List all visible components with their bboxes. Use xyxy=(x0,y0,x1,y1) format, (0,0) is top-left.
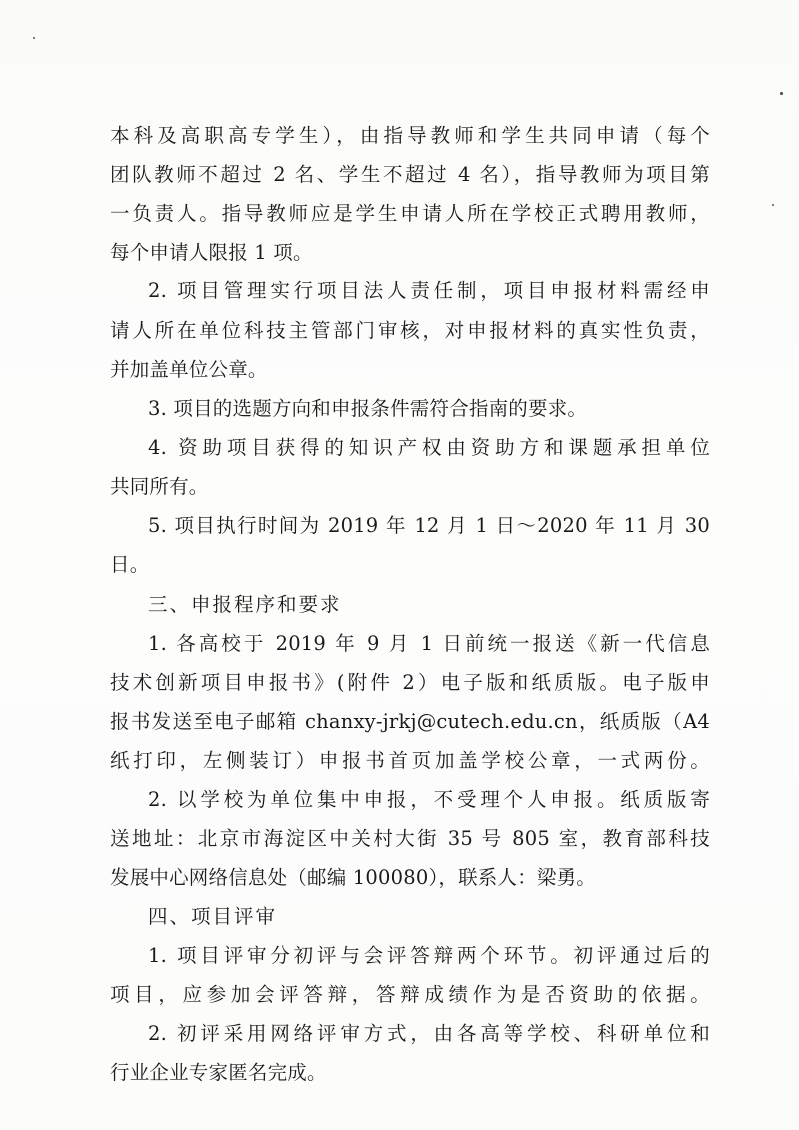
text-line: 共同所有。 xyxy=(110,475,209,498)
text-line: 技术创新项目申报书》(附件 2）电子版和纸质版。电子版申 xyxy=(110,671,710,694)
text-line: 5. 项目执行时间为 2019 年 12 月 1 日～2020 年 11 月 30 xyxy=(148,514,710,537)
text-line: 送地址：北京市海淀区中关村大街 35 号 805 室，教育部科技 xyxy=(110,827,710,850)
text-line: 1. 项目评审分初评与会评答辩两个环节。初评通过后的 xyxy=(148,944,710,967)
scan-speck xyxy=(780,92,783,95)
text-line: 本科及高职高专学生），由指导教师和学生共同申请（每个 xyxy=(110,124,710,147)
text-line: 发展中心网络信息处（邮编 100080），联系人：梁勇。 xyxy=(110,866,596,889)
text-line: 项目，应参加会评答辩，答辩成绩作为是否资助的依据。 xyxy=(110,983,710,1006)
text-line: 一负责人。指导教师应是学生申请人所在学校正式聘用教师， xyxy=(110,202,710,225)
text-line: 每个申请人限报 1 项。 xyxy=(110,241,313,264)
section-heading: 三、申报程序和要求 xyxy=(148,593,342,616)
text-line: 4. 资助项目获得的知识产权由资助方和课题承担单位 xyxy=(148,436,710,459)
text-line: 2. 项目管理实行项目法人责任制，项目申报材料需经申 xyxy=(148,279,710,302)
text-line: 并加盖单位公章。 xyxy=(110,358,268,381)
scan-speck xyxy=(772,204,774,206)
text-line: 1. 各高校于 2019 年 9 月 1 日前统一报送《新一代信息 xyxy=(148,632,710,655)
scan-speck xyxy=(33,37,35,39)
text-line: 2. 以学校为单位集中申报，不受理个人申报。纸质版寄 xyxy=(148,788,710,811)
text-line: 纸打印，左侧装订）申报书首页加盖学校公章，一式两份。 xyxy=(110,749,710,772)
text-line: 团队教师不超过 2 名、学生不超过 4 名），指导教师为项目第 xyxy=(110,163,710,186)
text-line: 3. 项目的选题方向和申报条件需符合指南的要求。 xyxy=(148,397,588,420)
text-line: 行业企业专家匿名完成。 xyxy=(110,1061,327,1084)
text-line: 日。 xyxy=(110,553,150,576)
section-heading: 四、项目评审 xyxy=(148,905,278,928)
text-line: 报书发送至电子邮箱 chanxy-jrkj@cutech.edu.cn，纸质版（A4 xyxy=(110,710,710,733)
text-line: 请人所在单位科技主管部门审核，对申报材料的真实性负责， xyxy=(110,319,710,342)
text-line: 2. 初评采用网络评审方式，由各高等学校、科研单位和 xyxy=(148,1022,710,1045)
